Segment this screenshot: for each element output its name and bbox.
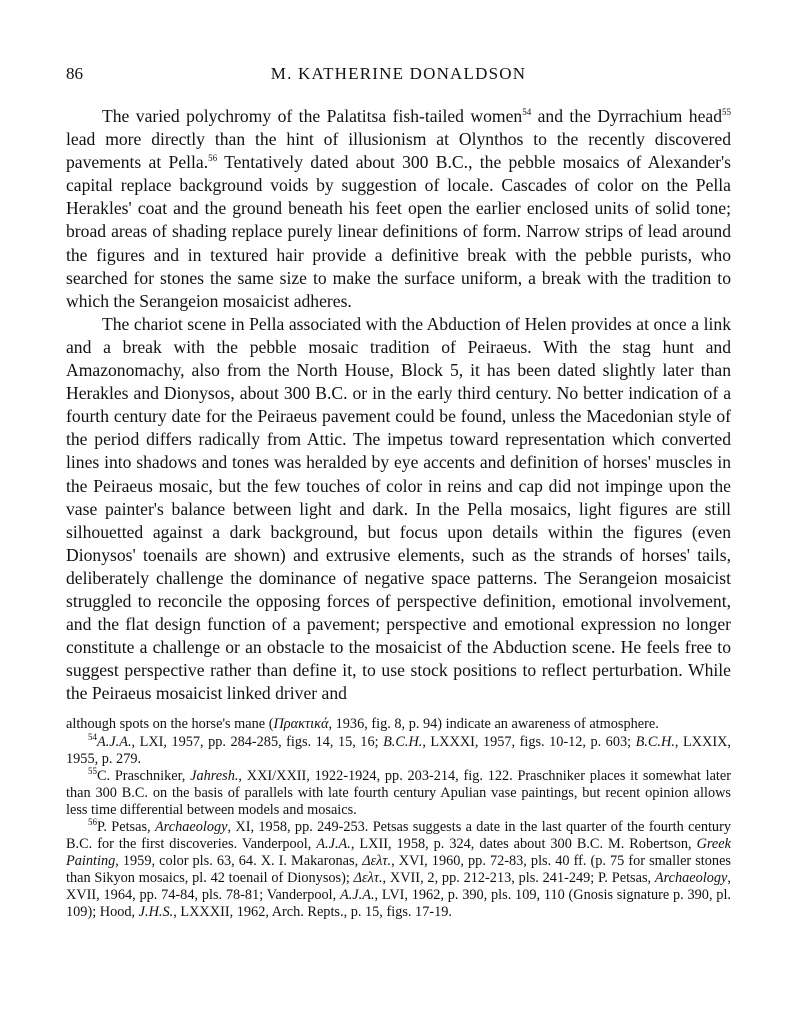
era-abbrev: B.C.: [121, 784, 148, 801]
text-run: although spots on the horse's mane (: [66, 716, 274, 733]
text-run: , the pebble mosaics of Alexander's capital replace background voids by suggestion of locale. Cascades of color on the Pella Herakles' coat and the ground beneath his feet open the earlier enclosed units of solid tone; broad areas of shading replace purely linear definitions of form. Narrow strips of lead around the figures and in textured hair provide a definitive break with the pebble purists, who searched for stones the same size to make the surface uniform, a break with the tradition to which the Serangeion mosaicist adheres.: [66, 152, 732, 311]
body-paragraph-1: [66, 105, 731, 313]
footnote-54: [66, 731, 731, 768]
text-run: , LXXXII, 1962, Arch. Repts., p. 15, figs. 17-19.: [173, 904, 452, 921]
text-run: , 1959, color pls. 63, 64. X. I. Makaronas,: [115, 853, 363, 870]
greek-title: Δελτ.: [353, 870, 383, 887]
text-run: , XXI/XXII, 1922-1924, pp. 203-214, fig. 122. Praschniker places it somewhat later than 300: [66, 767, 731, 801]
text-run: , XVII, 2, pp. 212-213, pls. 241-249; P. Petsas,: [382, 870, 655, 887]
journal-ref: A.J.A.: [97, 733, 132, 750]
running-head: M. KATHERINE DONALDSON: [270, 64, 527, 83]
text-run: , LXXXI, 1957, figs. 10-12, p. 603;: [422, 733, 636, 750]
text-run: lead more directly than the hint of illusionism at Olynthos to the recently discovered pavements at Pella.: [66, 129, 731, 173]
text-run: C. Praschniker,: [97, 767, 191, 784]
text-run: , XVI, 1960, pp. 72-83, pls. 40 ff. (p. 75 for smaller stones than Sikyon mosaics, pl. 42 toenail of Dionysos);: [66, 853, 731, 887]
body-text: [66, 105, 731, 705]
page-header: [66, 64, 731, 88]
text-run: , XI, 1958, pp. 249-253. Petsas suggests a date in the last quarter of the fourth century: [227, 819, 731, 835]
era-abbrev: B.C.: [315, 383, 348, 404]
journal-ref: B.C.H.: [383, 733, 423, 750]
text-run: , LXXIX, 1955, p. 279.: [66, 733, 731, 767]
text-run: P. Petsas,: [97, 819, 155, 835]
text-run: , XVII, 1964, pp. 74-84, pls. 78-81; Vanderpool,: [66, 870, 731, 904]
journal-ref: Jahresh.: [190, 767, 239, 784]
text-run: , LXI, 1957, pp. 284-285, figs. 14, 15, 16;: [131, 733, 384, 750]
text-run: The varied polychromy of the Palatitsa fish-tailed women: [102, 106, 523, 126]
era-abbrev: B.C.: [576, 836, 604, 853]
journal-ref: A.J.A.: [340, 887, 375, 904]
footnotes: [66, 716, 731, 921]
text-run: Tentatively dated about 300: [217, 152, 436, 173]
text-run: , LXII, 1958, p. 324, dates about 300: [350, 836, 577, 853]
text-run: or in the early third century. No better indication of a fourth century date for the Peiraeus pavement could be found, unless the Macedonian style of the period differs radically from Attic. The impetus toward representation which converted lines into shadows and tones was heralded by eye accents and definition of horses' muscles in the Peiraeus mosaic, but the few touches of color in reins and cap did not impinge upon the vase painter's balance between light and dark. In the Pella mosaics, light figures are still silhouetted against a dark background, but focus upon details within the figures (even Dionysos' toenails are shown) and extrusive elements, such as the strands of horses' tails, deliberately challenge the dominance of negative space patterns. The Serangeion mosaicist struggled to reconcile the opposing forces of perspective definition, emotional involvement, and the flat design function of a pavement; perspective and emotional expression no longer constitute a challenge or an obstacle to the mosaicist of the Abduction scene. He feels free to suggest perspective rather than define it, to use stock positions to reflect perturbation. While the Peiraeus mosaicist linked driver and: [66, 383, 731, 704]
text-run: and the Dyrrachium head: [531, 106, 722, 126]
page: [66, 64, 731, 922]
text-run: The chariot scene in Pella associated with the Abduction of Helen provides at once a link and a break with the pebble mosaic tradition of Peiraeus. With the stag hunt and Amazonomachy, also from the North House, Block 5, it has been dated slightly later than Herakles and Dionysos, about 300: [66, 313, 731, 404]
footnote-continuation: [66, 716, 731, 733]
body-paragraph-2: [66, 313, 731, 706]
footnote-56: [66, 819, 731, 922]
era-abbrev: B.C.: [435, 152, 469, 173]
text-run: , 1936, fig. 8, p. 94) indicate an awareness of atmosphere.: [328, 716, 659, 733]
book-title: Greek Painting: [66, 836, 731, 870]
journal-ref: A.J.A.: [316, 836, 351, 853]
greek-title: Δελτ.: [362, 853, 392, 870]
page-number: 86: [66, 64, 83, 83]
footnote-number: 54: [88, 731, 97, 742]
journal-ref: Archaeology: [654, 870, 728, 887]
footnote-55: [66, 765, 731, 819]
text-run: , LVI, 1962, p. 390, pls. 109, 110 (Gnosis signature p. 390, pl. 109); Hood,: [66, 887, 731, 921]
footnote-number: 55: [88, 765, 97, 776]
journal-ref: B.C.H.: [635, 733, 675, 750]
footnote-ref-56: 56: [208, 153, 218, 164]
greek-title: Πρακτικά: [273, 716, 329, 733]
journal-ref: J.H.S.: [138, 904, 174, 921]
journal-ref: Archaeology: [154, 819, 228, 835]
footnote-ref-54: 54: [522, 107, 532, 118]
text-run: for the first discoveries. Vanderpool,: [92, 836, 317, 853]
footnote-number: 56: [88, 817, 97, 828]
text-run: M. Robertson,: [603, 836, 697, 853]
era-abbrev: B.C.: [66, 836, 93, 853]
footnote-ref-55: 55: [722, 107, 731, 118]
text-run: on the basis of parallels with late fourth century Apulian vase paintings, but recent opinion allows less time differential between models and mosaics.: [66, 784, 731, 818]
